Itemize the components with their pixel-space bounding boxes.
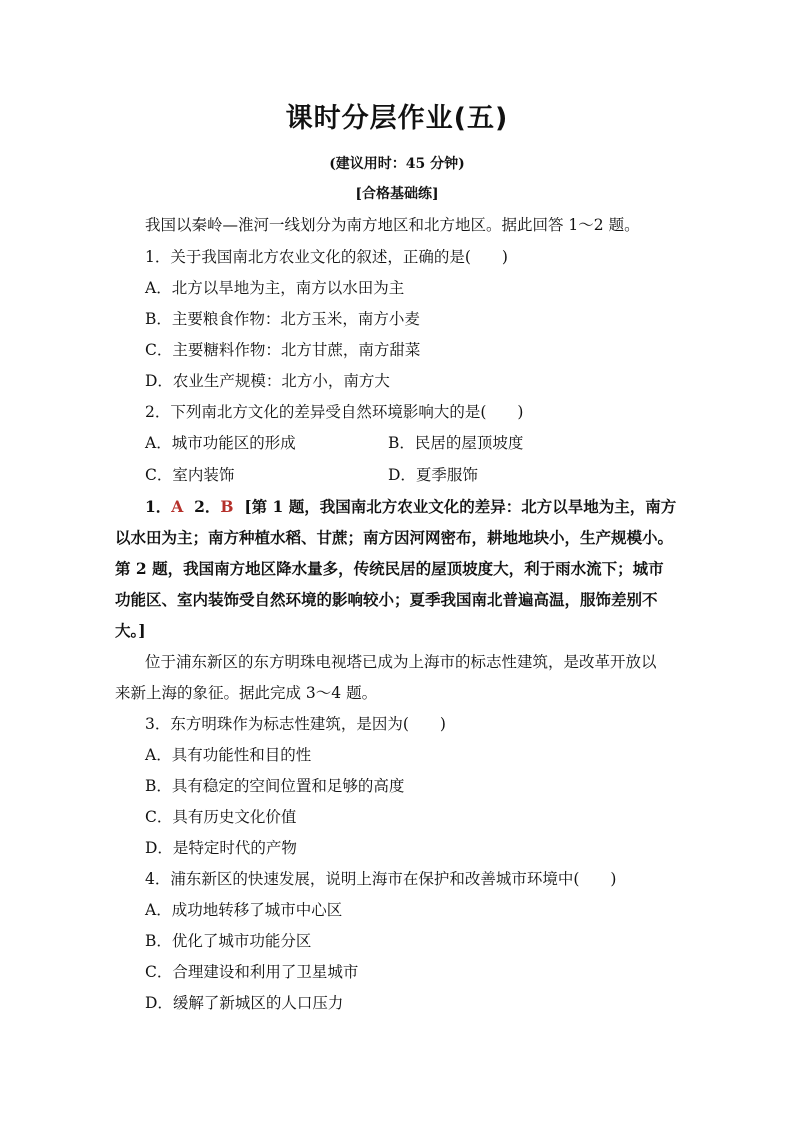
q3-option-d: D．是特定时代的产物 (145, 839, 297, 857)
q3-option-b: B．具有稳定的空间位置和足够的高度 (145, 777, 405, 795)
page-title: 课时分层作业(五) (285, 103, 509, 134)
explanation-line-3: 第 2 题，我国南方地区降水量多，传统民居的屋顶坡度大，利于雨水流下；城市 (115, 559, 664, 578)
q1-option-b: B．主要粮食作物：北方玉米，南方小麦 (145, 310, 420, 328)
q3-option-a: A．具有功能性和目的性 (145, 746, 312, 764)
section-heading: [合格基础练] (355, 186, 439, 202)
explanation-line-1: [第 1 题，我国南北方农业文化的差异：北方以旱地为主，南方 (244, 497, 677, 516)
q3-stem: 3．东方明珠作为标志性建筑，是因为( ) (145, 715, 446, 733)
answer-num-1: 1． (145, 497, 172, 516)
intro-q1-2: 我国以秦岭—淮河一线划分为南方地区和北方地区。据此回答 1～2 题。 (145, 216, 640, 234)
answer-line-1 (145, 497, 676, 517)
q2-option-d: D．夏季服饰 (388, 466, 478, 484)
intro-q3-4-line-2: 来新上海的象征。据此完成 3～4 题。 (115, 684, 378, 702)
answer-value-1: A (171, 497, 184, 516)
q1-option-c: C．主要糖料作物：北方甘蔗，南方甜菜 (145, 341, 421, 359)
q2-stem: 2．下列南北方文化的差异受自然环境影响大的是( ) (145, 403, 524, 421)
q1-option-a: A．北方以旱地为主，南方以水田为主 (145, 279, 405, 297)
q2-option-c: C．室内装饰 (145, 466, 235, 484)
q1-option-d: D．农业生产规模：北方小，南方大 (145, 372, 390, 390)
explanation-line-2: 以水田为主；南方种植水稻、甘蔗；南方因河网密布，耕地地块小，生产规模小。 (115, 528, 674, 547)
q4-stem: 4．浦东新区的快速发展，说明上海市在保护和改善城市环境中( ) (145, 870, 617, 888)
time-suggestion: (建议用时：45 分钟) (329, 156, 465, 172)
q2-option-b: B．民居的屋顶坡度 (388, 434, 524, 452)
explanation-line-5: 大。] (115, 621, 146, 640)
answer-value-2: B (220, 497, 234, 516)
q1-stem: 1．关于我国南北方农业文化的叙述，正确的是( ) (145, 248, 508, 266)
explanation-line-4: 功能区、室内装饰受自然环境的影响较小；夏季我国南北普遍高温，服饰差别不 (115, 590, 658, 609)
q2-option-a: A．城市功能区的形成 (145, 434, 296, 452)
intro-q3-4-line-1: 位于浦东新区的东方明珠电视塔已成为上海市的标志性建筑，是改革开放以 (145, 653, 657, 671)
q4-option-d: D．缓解了新城区的人口压力 (145, 994, 344, 1012)
q4-option-c: C．合理建设和利用了卫星城市 (145, 963, 359, 981)
q4-option-b: B．优化了城市功能分区 (145, 932, 312, 950)
q3-option-c: C．具有历史文化价值 (145, 808, 297, 826)
watermark (656, 760, 680, 785)
q4-option-a: A．成功地转移了城市中心区 (145, 901, 343, 919)
answer-num-2: 2． (194, 497, 221, 516)
